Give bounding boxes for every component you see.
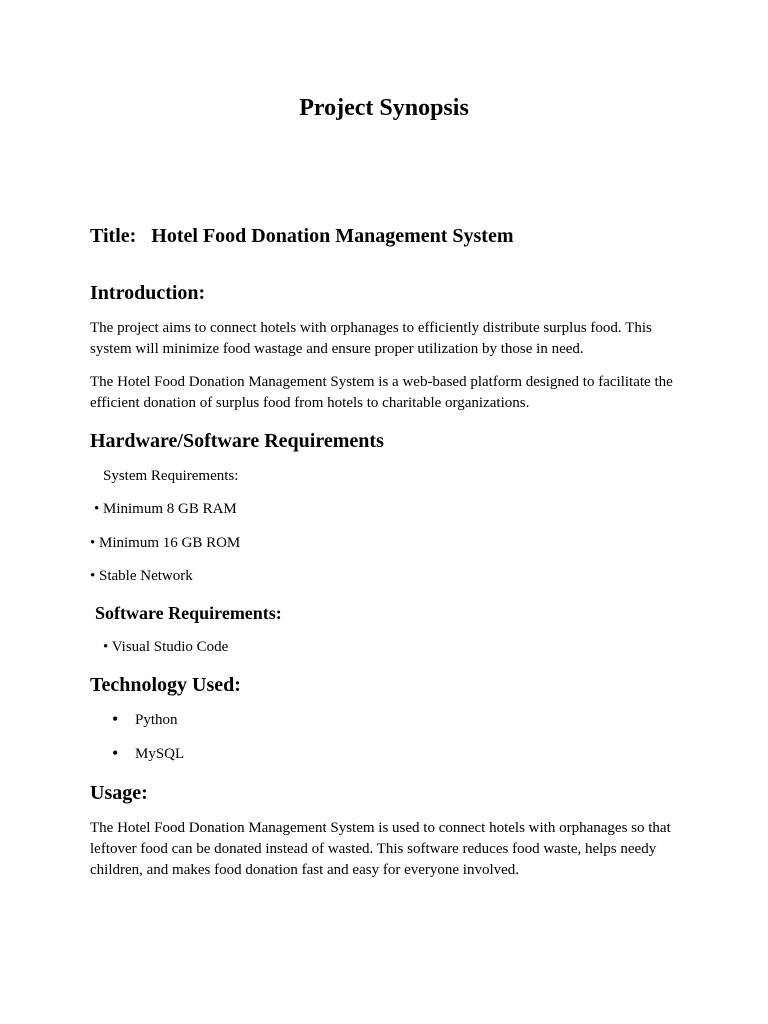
project-title-value: Hotel Food Donation Management System [151, 225, 514, 247]
technology-item: Python [135, 712, 178, 728]
introduction-paragraph: The project aims to connect hotels with orphanages to efficiently distribute surplus food. This system will minimize food wastage and ensure proper utilization by those in need. [90, 320, 652, 357]
introduction-heading: Introduction: [90, 282, 206, 304]
project-title-label: Title: [90, 225, 137, 247]
requirements-heading: Hardware/Software Requirements [90, 430, 384, 452]
system-requirement-item: • Minimum 8 GB RAM [94, 501, 237, 517]
technology-item: MySQL [135, 746, 185, 762]
document-title: Project Synopsis [299, 95, 469, 121]
bullet-icon: • [112, 709, 119, 729]
introduction-paragraph: The Hotel Food Donation Management System is a web-based platform designed to facilitate the efficient donation of surplus food from hotels to charitable organizations. [90, 374, 673, 411]
usage-paragraph: The Hotel Food Donation Management System is used to connect hotels with orphanages so that leftover food can be donated instead of wasted. This software reduces food waste, helps needy children, and makes food donation fast and easy for everyone involved. [90, 820, 671, 878]
system-requirements-label: System Requirements: [103, 468, 239, 484]
system-requirement-item: • Stable Network [90, 568, 193, 584]
project-title-heading [90, 222, 514, 250]
system-requirement-item: • Minimum 16 GB ROM [90, 535, 241, 551]
technology-heading: Technology Used: [90, 674, 241, 696]
software-requirements-heading: Software Requirements: [95, 603, 282, 623]
bullet-icon: • [112, 743, 119, 763]
usage-heading: Usage: [90, 782, 148, 804]
software-requirement-item: • Visual Studio Code [103, 639, 229, 655]
